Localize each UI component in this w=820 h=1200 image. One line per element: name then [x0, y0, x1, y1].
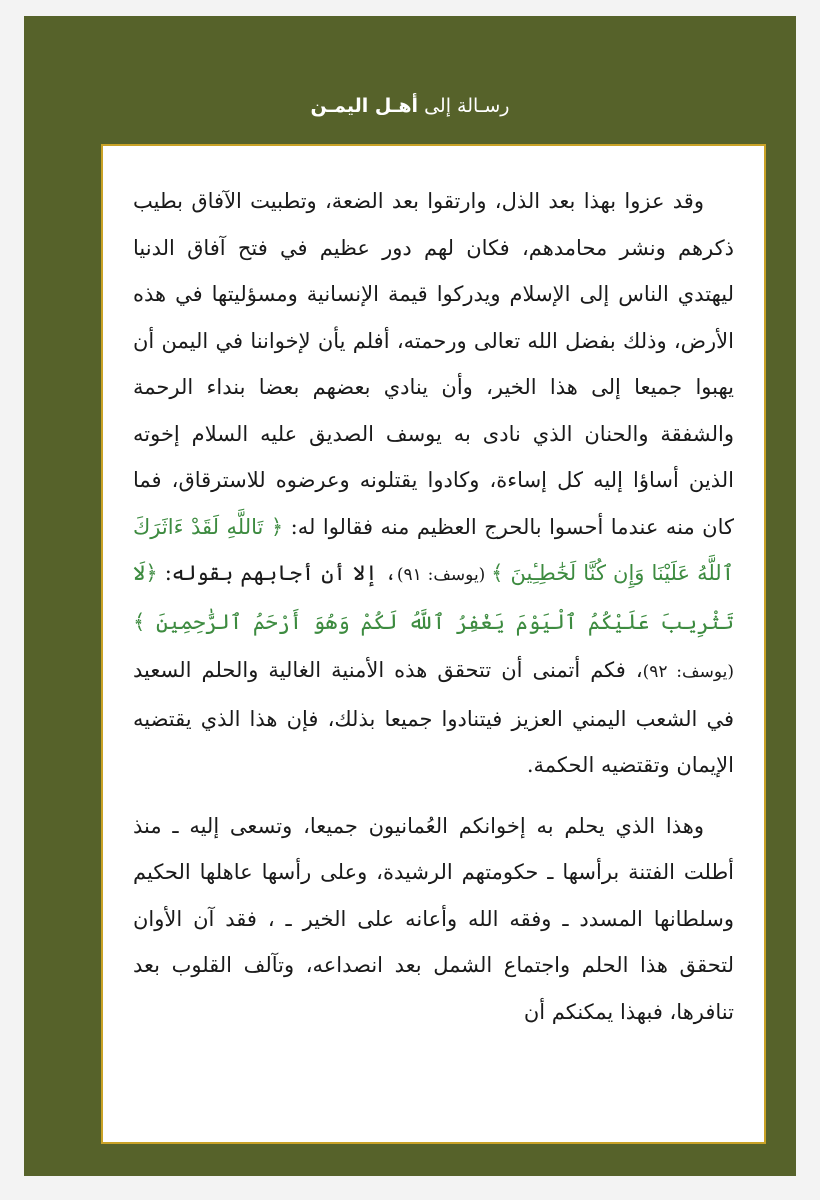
- text-body: [133, 178, 734, 1035]
- quran-verse-1: تَاللَّهِ لَقَدْ ءَاثَرَكَ ٱللَّهُ عَلَيْنَا وَإِن كُنَّا لَخَٰطِـِٔينَ: [133, 514, 735, 585]
- quran-bracket-close-2: ﴾: [133, 609, 146, 634]
- quran-verse-2: لَا تَثْرِيبَ عَلَيْكُمُ ٱلْيَوْمَ يَغْفِرُ ٱللَّهُ لَكُمْ وَهُوَ أَرْحَمُ ٱلرَّٰحِمِينَ: [133, 561, 734, 634]
- paragraph-2: وهذا الذي يحلم به إخوانكم العُمانيون جميعا، وتسعى إليه ـ منذ أطلت الفتنة برأسها ـ حكومتهم الرشيدة، وعلى رأسها عاهلها الحكيم وسلطانها المسدد ـ وفقه الله وأعانه على الخير ـ ، فقد آن الأوان لتحقق هذا الحلم واجتماع الشمل بعد انصداعه، وتآلف القلوب بعد تنافرها، فبهذا يمكنكم أن: [133, 813, 734, 1024]
- quran-bracket-open-1: ﴿: [270, 514, 284, 539]
- quran-bracket-open-2: ﴿: [145, 561, 158, 585]
- paragraph-1: [133, 178, 734, 789]
- header-title-emphasis: أهـل اليمـن: [310, 95, 419, 117]
- verse-reference-1: (يوسف: ٩١): [396, 565, 492, 585]
- paragraph-1-text-a: وقد عزوا بهذا بعد الذل، وارتقوا بعد الضعة، وتطبيت الآفاق بطيب ذكرهم ونشر محامدهم، فكان لهم دور عظيم في فتح آفاق الدنيا ليهتدي الناس إلى الإسلام ويدركوا قيمة الإنسانية ومسؤليتها في هذه الأرض، وذلك بفضل الله تعالى ورحمته، أفلم يأن لإخواننا في اليمن أن يهبوا جميعا إلى هذا الخير، وأن ينادي بعضهم بعضا بنداء الرحمة والشفقة والحنان الذي نادى به يوسف الصديق عليه السلام إخوته الذين أساؤا إليه كل إساءة، وكادوا يقتلونه وعرضوه للاسترقاق، فما كان منه عندما أحسوا بالحرج العظيم منه فقالوا له:: [133, 189, 734, 539]
- text-page: [101, 144, 766, 1144]
- quran-bracket-close-1: ﴾: [491, 561, 504, 585]
- verse-reference-2: (يوسف: ٩٢): [642, 662, 735, 682]
- paragraph-1-text-c: ، فكم أتمنى أن تتحقق هذه الأمنية الغالية والحلم السعيد في الشعب اليمني العزيز فيتنادوا جميعا بذلك، فإن هذا الذي يقتضيه الإيمان وتقتضيه الحكمة.: [133, 658, 734, 777]
- book-page-frame: [24, 16, 796, 1176]
- running-header: [24, 86, 796, 126]
- paragraph-1-text-b: ، إلا أن أجابهم بقوله:: [157, 561, 397, 585]
- header-title-prefix: رسـالة إلى: [418, 95, 510, 117]
